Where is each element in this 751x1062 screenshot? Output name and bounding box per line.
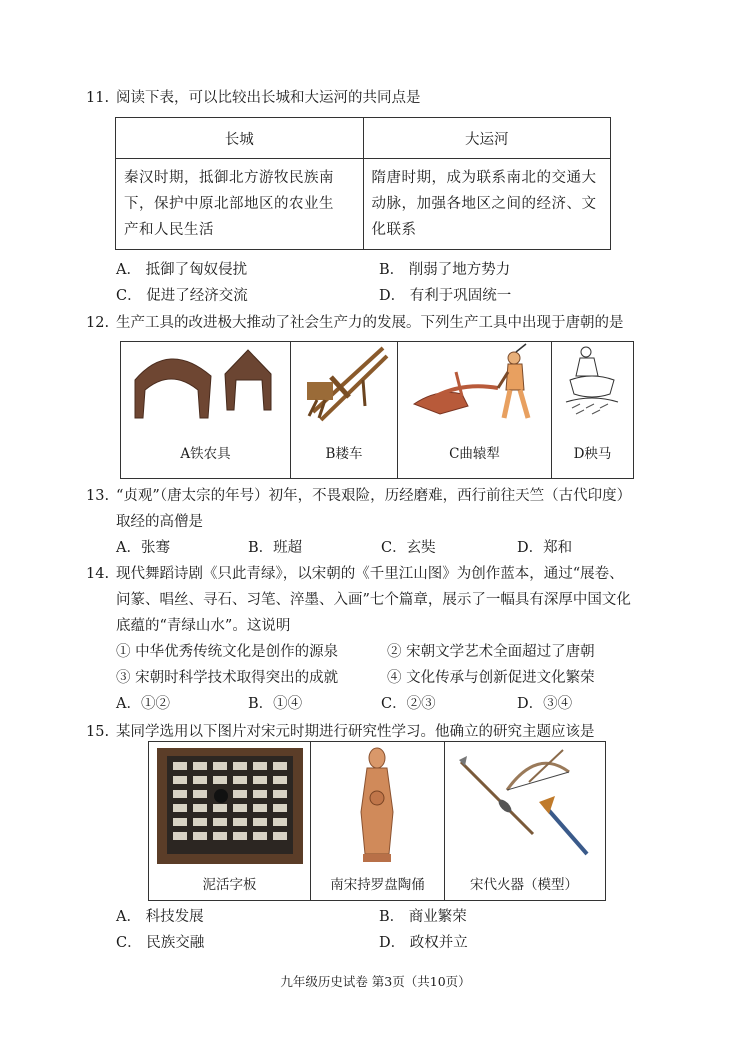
table-header-great-wall: 长城 [116,118,364,159]
q12-stem: 12. 生产工具的改进极大推动了社会生产力的发展。下列生产工具中出现于唐朝的是 [86,315,624,331]
compass-figurine-image [311,742,445,868]
q11-option-a[interactable]: A． 抵御了匈奴侵扰 [116,262,248,278]
q11-stem: 11. 阅读下表，可以比较出长城和大运河的共同点是 [86,90,421,106]
q15-image-row [148,741,606,901]
q12-cell-a [121,342,291,478]
q12-cell-b [291,342,398,478]
q14-number: 14. [86,566,110,582]
q15-caption-type: 泥活字板 [202,877,257,893]
q14-line3: 底蕴的“青绿山水”。这说明 [116,618,291,634]
q15-option-d[interactable]: D． 政权并立 [379,935,468,951]
q14-line2: 问篆、唱丝、寻石、习笔、淬墨、入画”七个篇章，展示了一幅具有深厚中国文化 [116,592,631,608]
q14-option-c[interactable]: C．②③ [381,696,436,712]
q15-cell-figurine [311,742,445,900]
q14-option-b[interactable]: B．①④ [248,696,303,712]
q15-caption-figurine: 南宋持罗盘陶俑 [330,877,425,893]
q15-option-b[interactable]: B． 商业繁荣 [379,909,467,925]
seed-drill-image [291,342,398,452]
q15-option-a[interactable]: A． 科技发展 [116,909,204,925]
q13-option-c[interactable]: C．玄奘 [381,540,436,556]
q12-cell-c [398,342,552,478]
rice-seedling-horse-image [552,342,633,452]
q14-option-a[interactable]: A．①② [116,696,170,712]
table-cell-great-wall: 秦汉时期，抵御北方游牧民族南 下，保护中原北部地区的农业生 产和人民生活 [116,159,364,250]
q13-number: 13. [86,488,110,504]
q14-statement-3: ③ 宋朝时科学技术取得突出的成就 [116,670,339,686]
q15-stem: 15. 某同学选用以下图片对宋元时期进行研究性学习。他确立的研究主题应该是 [86,724,595,740]
q14-option-d[interactable]: D．③④ [517,696,573,712]
q15-cell-type [149,742,311,900]
song-firearms-image [445,742,603,868]
q13-option-a[interactable]: A．张骞 [116,540,170,556]
q15-cell-firearms [445,742,603,900]
q14-statement-1: ① 中华优秀传统文化是创作的源泉 [116,644,339,660]
q15-option-c[interactable]: C． 民族交融 [116,935,205,951]
q15-number: 15. [86,724,110,740]
q11-number: 11. [86,90,110,106]
q11-table [115,117,611,250]
clay-type-board-image [149,742,311,868]
q12-caption-a: A铁农具 [180,446,231,462]
q12-cell-d [552,342,633,478]
table-header-grand-canal: 大运河 [363,118,611,159]
q12-caption-b: B耧车 [325,446,363,462]
table-cell-grand-canal: 隋唐时期，成为联系南北的交通大 动脉，加强各地区之间的经济、文 化联系 [363,159,611,250]
q12-number: 12. [86,315,110,331]
q12-caption-c: C曲辕犁 [449,446,500,462]
q13-line2: 取经的高僧是 [116,514,203,530]
q12-image-row [120,341,634,479]
q14-line1: 14. 现代舞蹈诗剧《只此青绿》，以宋朝的《千里江山图》为创作蓝本，通过“展卷、 [86,566,624,582]
q15-caption-firearms: 宋代火器（模型） [470,877,578,893]
q13-option-b[interactable]: B．班超 [248,540,303,556]
page-footer: 九年级历史试卷 第3页（共10页） [280,974,471,989]
q11-option-b[interactable]: B． 削弱了地方势力 [379,262,511,278]
q11-option-d[interactable]: D． 有利于巩固统一 [379,288,512,304]
q14-statement-2: ② 宋朝文学艺术全面超过了唐朝 [387,644,595,660]
q13-option-d[interactable]: D．郑和 [517,540,573,556]
q11-option-c[interactable]: C． 促进了经济交流 [116,288,248,304]
q13-line1: 13. “贞观”（唐太宗的年号）初年，不畏艰险，历经磨难，西行前往天竺（古代印度） [86,488,632,504]
q14-statement-4: ④ 文化传承与创新促进文化繁荣 [387,670,595,686]
q12-caption-d: D秧马 [573,446,612,462]
iron-tools-image [121,342,291,452]
curved-plough-image [398,342,552,452]
